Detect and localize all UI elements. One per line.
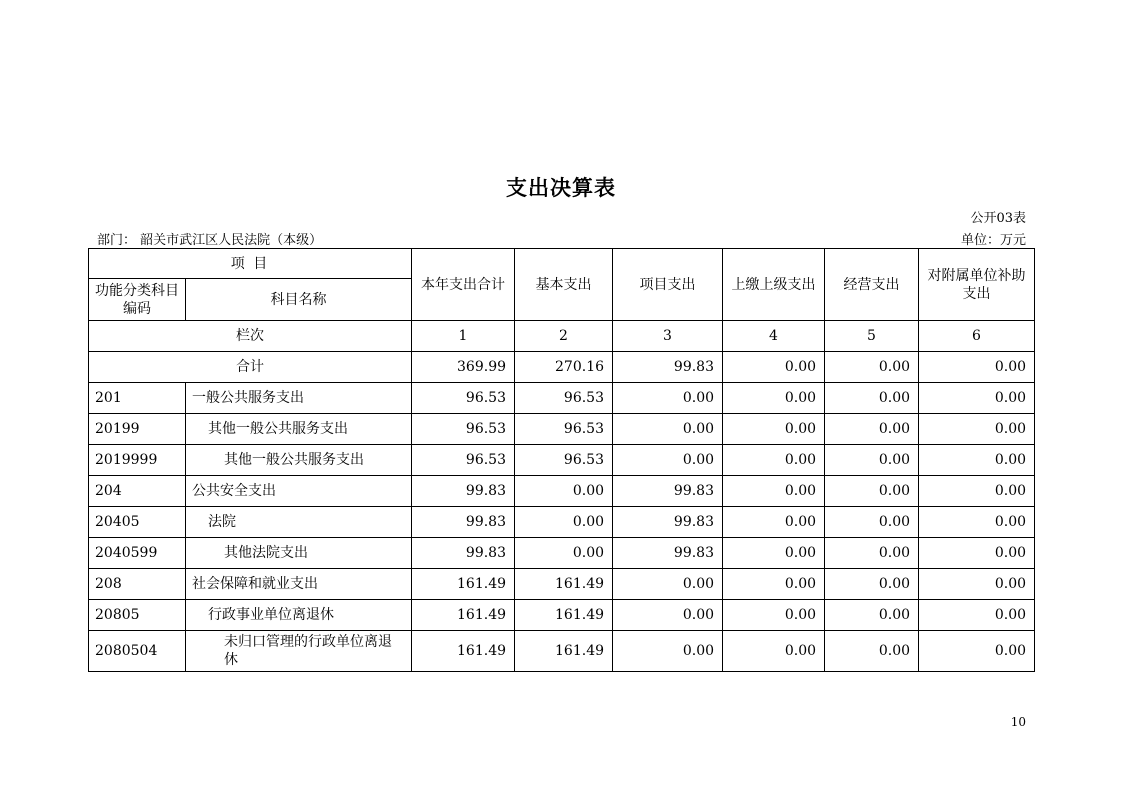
value-cell: 0.00 [613,445,723,476]
value-cell: 0.00 [723,600,825,631]
value-cell: 96.53 [412,414,515,445]
value-cell: 0.00 [723,507,825,538]
value-cell: 0.00 [613,631,723,672]
subject-name-cell: 社会保障和就业支出 [186,569,412,600]
value-cell: 0.00 [613,383,723,414]
func-code-cell: 208 [89,569,186,600]
total-value: 0.00 [825,352,919,383]
form-number: 公开03表 [970,211,1026,226]
col-number: 5 [825,321,919,352]
value-cell: 99.83 [613,538,723,569]
value-cell: 0.00 [723,445,825,476]
table-row [89,476,1035,507]
value-cell: 0.00 [825,383,919,414]
col-number: 4 [723,321,825,352]
col-header: 对附属单位补助支出 [919,249,1035,321]
value-cell: 0.00 [919,476,1035,507]
value-cell: 0.00 [613,569,723,600]
value-cell: 161.49 [515,569,613,600]
value-cell: 0.00 [613,414,723,445]
expenditure-table [88,248,1035,672]
value-cell: 0.00 [723,414,825,445]
value-cell: 0.00 [919,507,1035,538]
total-row [89,352,1035,383]
value-cell: 99.83 [412,476,515,507]
total-label: 合计 [89,352,412,383]
col-header: 上缴上级支出 [723,249,825,321]
value-cell: 0.00 [919,445,1035,476]
func-code-cell: 20199 [89,414,186,445]
func-code-cell: 201 [89,383,186,414]
value-cell: 0.00 [723,538,825,569]
value-cell: 161.49 [515,600,613,631]
col-number: 3 [613,321,723,352]
value-cell: 0.00 [723,383,825,414]
col-header: 项目支出 [613,249,723,321]
table-row [89,445,1035,476]
func-code-cell: 2040599 [89,538,186,569]
table-row [89,600,1035,631]
value-cell: 0.00 [825,476,919,507]
func-code-cell: 2019999 [89,445,186,476]
department-label: 部门： 韶关市武江区人民法院（本级） [97,233,323,248]
table-row [89,538,1035,569]
value-cell: 0.00 [919,383,1035,414]
subject-name-cell: 一般公共服务支出 [186,383,412,414]
value-cell: 0.00 [825,538,919,569]
subject-name-header: 科目名称 [186,279,412,321]
value-cell: 161.49 [412,600,515,631]
value-cell: 99.83 [613,507,723,538]
subject-name-cell: 其他一般公共服务支出 [186,414,412,445]
value-cell: 0.00 [919,414,1035,445]
value-cell: 0.00 [723,569,825,600]
subject-name-cell: 其他法院支出 [186,538,412,569]
table-row [89,569,1035,600]
value-cell: 0.00 [723,476,825,507]
col-number: 6 [919,321,1035,352]
subject-name-cell: 公共安全支出 [186,476,412,507]
value-cell: 0.00 [825,414,919,445]
value-cell: 0.00 [919,631,1035,672]
page-title: 支出决算表 [506,176,616,200]
total-value: 0.00 [723,352,825,383]
col-header: 经营支出 [825,249,919,321]
func-code-cell: 2080504 [89,631,186,672]
subject-name-cell: 行政事业单位离退休 [186,600,412,631]
unit-label: 单位：万元 [960,233,1026,248]
value-cell: 96.53 [515,445,613,476]
value-cell: 161.49 [412,631,515,672]
col-number: 2 [515,321,613,352]
total-value: 99.83 [613,352,723,383]
page-number: 10 [1010,715,1026,729]
value-cell: 161.49 [412,569,515,600]
func-code-header: 功能分类科目编码 [89,279,186,321]
value-cell: 99.83 [412,538,515,569]
col-number: 1 [412,321,515,352]
value-cell: 0.00 [825,600,919,631]
total-value: 0.00 [919,352,1035,383]
table-row [89,507,1035,538]
value-cell: 96.53 [412,383,515,414]
value-cell: 0.00 [919,569,1035,600]
value-cell: 0.00 [825,631,919,672]
value-cell: 99.83 [412,507,515,538]
value-cell: 0.00 [723,631,825,672]
func-code-cell: 204 [89,476,186,507]
value-cell: 96.53 [515,414,613,445]
total-value: 270.16 [515,352,613,383]
value-cell: 0.00 [515,507,613,538]
value-cell: 96.53 [515,383,613,414]
value-cell: 0.00 [825,445,919,476]
col-header: 本年支出合计 [412,249,515,321]
func-code-cell: 20805 [89,600,186,631]
value-cell: 161.49 [515,631,613,672]
value-cell: 0.00 [919,600,1035,631]
row-index-label: 栏次 [89,321,412,352]
table-row [89,631,1035,672]
func-code-cell: 20405 [89,507,186,538]
value-cell: 96.53 [412,445,515,476]
value-cell: 0.00 [825,507,919,538]
subject-name-cell: 法院 [186,507,412,538]
value-cell: 99.83 [613,476,723,507]
value-cell: 0.00 [515,538,613,569]
value-cell: 0.00 [825,569,919,600]
table-row [89,383,1035,414]
value-cell: 0.00 [515,476,613,507]
total-value: 369.99 [412,352,515,383]
col-header: 基本支出 [515,249,613,321]
item-header: 项 目 [89,249,412,279]
value-cell: 0.00 [919,538,1035,569]
table-row [89,414,1035,445]
subject-name-cell: 其他一般公共服务支出 [186,445,412,476]
subject-name-cell: 未归口管理的行政单位离退休 [186,631,412,672]
value-cell: 0.00 [613,600,723,631]
